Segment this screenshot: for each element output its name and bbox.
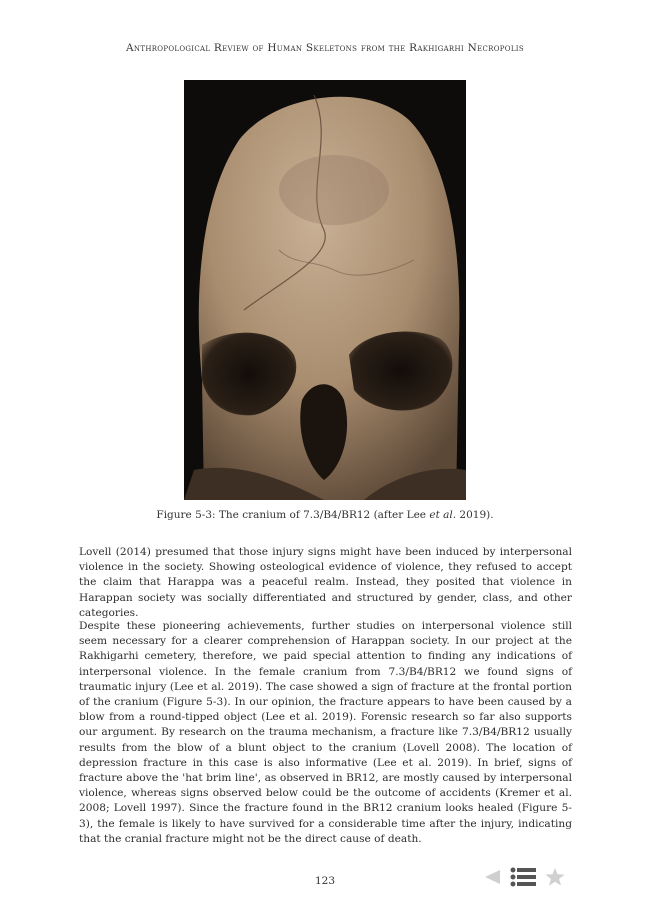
paragraph-2 bbox=[79, 619, 572, 847]
caption-et-al: et al. bbox=[429, 509, 457, 521]
page-navigation bbox=[482, 868, 566, 890]
cranium-photo bbox=[184, 80, 466, 500]
paragraph-1 bbox=[79, 545, 572, 621]
bookmark-star-icon[interactable] bbox=[544, 867, 566, 891]
figure-caption bbox=[0, 509, 650, 521]
running-head: Anthropological Review of Human Skeletons from the Rakhigarhi Necropolis bbox=[126, 42, 524, 54]
paragraph-1-text: Lovell (2014) presumed that those injury signs might have been induced by interpersonal violence in the society. Showing osteological evidence of violence, they refused to accept the claim that Harappa was a peaceful realm. Instead, they posited that violence in Harappan society was socially differentiated and structured by gender, class, and other categories. bbox=[79, 546, 572, 619]
caption-text-end: 2019). bbox=[456, 509, 494, 521]
figure-photo bbox=[184, 80, 466, 500]
back-arrow-icon[interactable] bbox=[482, 868, 502, 890]
paragraph-2-text: Despite these pioneering achievements, further studies on interpersonal violence still seem necessary for a clearer comprehension of Harappan society. In our project at the Rakhigarhi cemetery, therefore, we paid special attention to finding any indications of interpersonal violence. In the female cranium from 7.3/B4/BR12 we found signs of traumatic injury (Lee et al. 2019). The case showed a sign of fracture at the frontal portion of the cranium (Figure 5-3). In our opinion, the fracture appears to have been caused by a blow from a round-tipped object (Lee et al. 2019). Forensic research so far also supports our argument. By research on the trauma mechanism, a fracture like 7.3/B4/BR12 usually results from the blow of a blunt object to the cranium (Lovell 2008). The location of depression fracture in this case is also informative (Lee et al. 2019). In brief, signs of fracture above the 'hat brim line', as observed in BR12, are mostly caused by interpersonal violence, whereas signs observed below could be the outcome of accidents (Kremer et al. 2008; Lovell 1997). Since the fracture found in the BR12 cranium looks healed (Figure 5-3), the female is likely to have survived for a considerable time after the injury, indicating that the cranial fracture might not be the direct cause of death. bbox=[79, 620, 572, 845]
contents-list-icon[interactable] bbox=[510, 867, 536, 891]
page-number: 123 bbox=[314, 875, 336, 887]
caption-text: Figure 5-3: The cranium of 7.3/B4/BR12 (after Lee bbox=[156, 509, 430, 521]
